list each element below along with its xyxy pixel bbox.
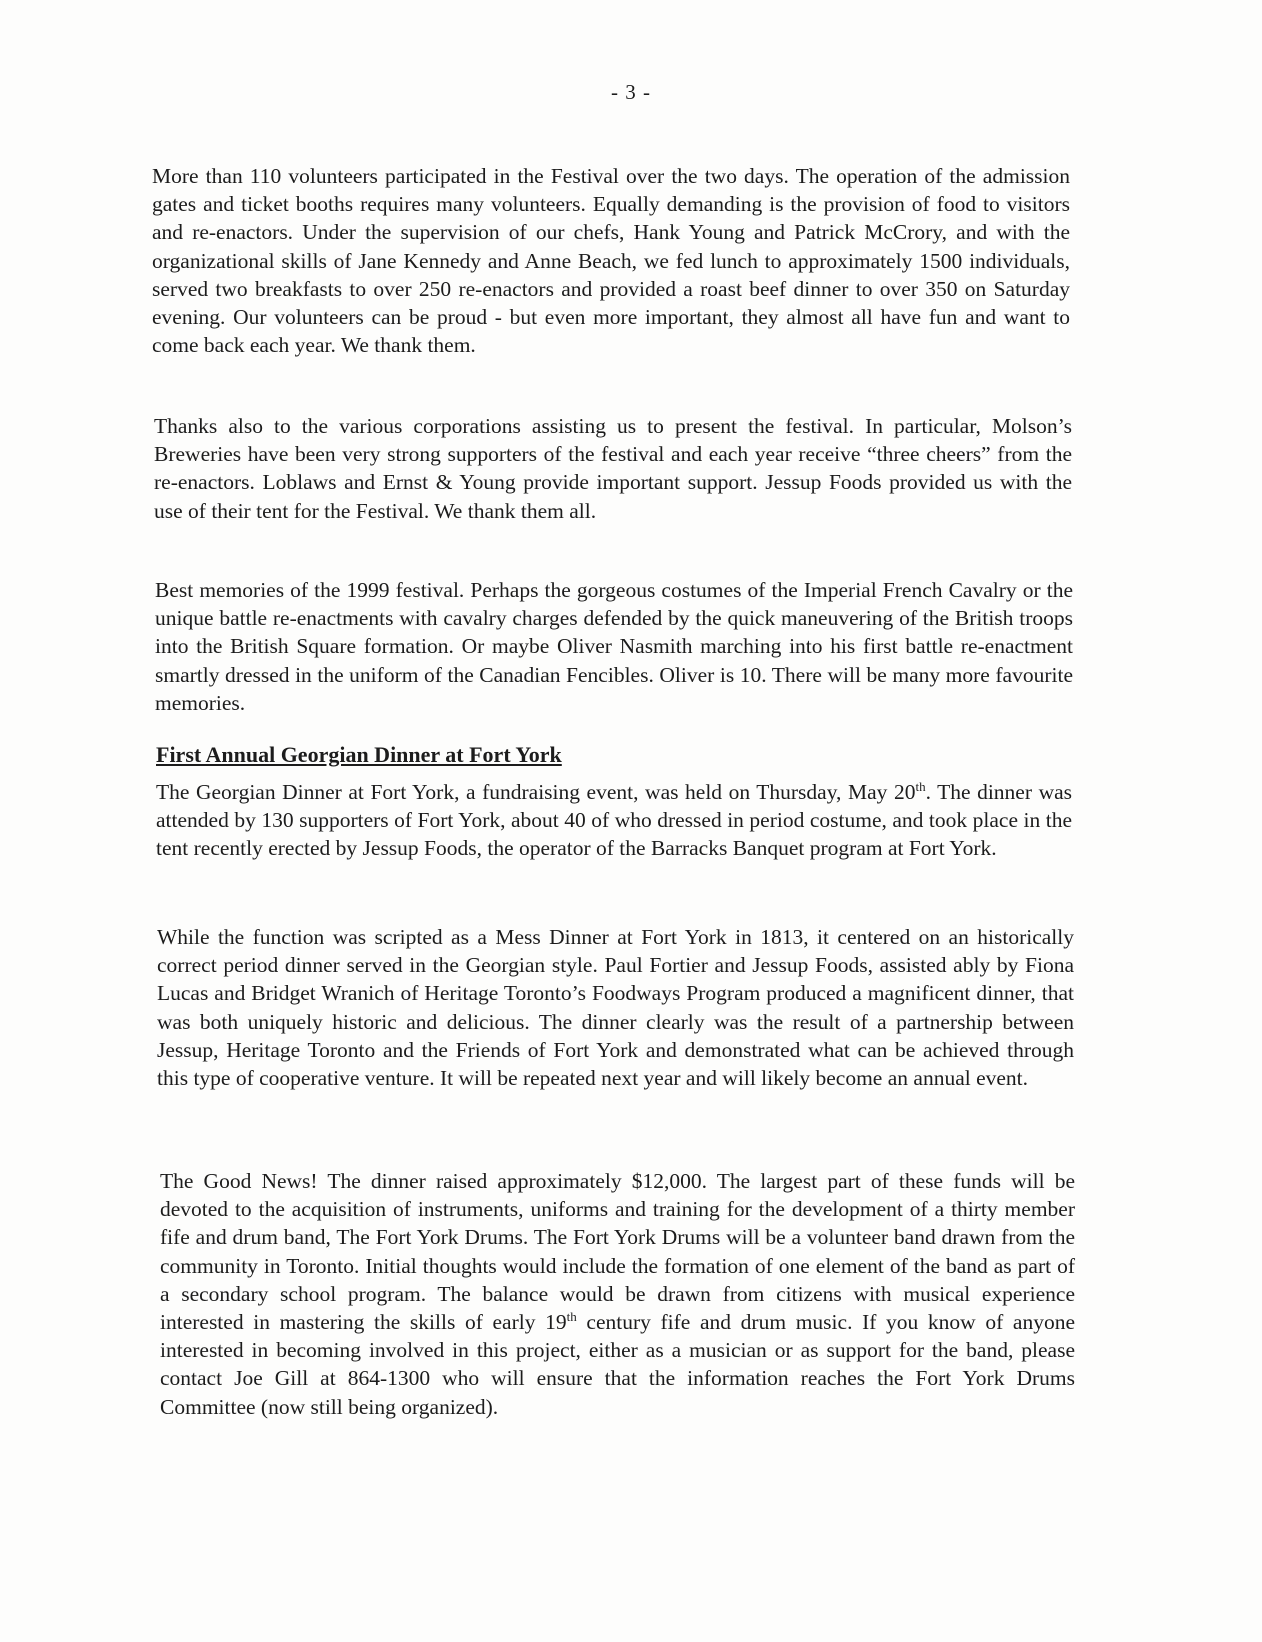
paragraph-best-memories: Best memories of the 1999 festival. Perhaps the gorgeous costumes of the Imperial French Cavalry or the unique battle re-enactments with cavalry charges defended by the quick maneuvering of the British troops into the British Square formation. Or maybe Oliver Nasmith marching into his first battle re-enactment smartly dressed in the uniform of the Canadian Fencibles. Oliver is 10. There will be many more favourite memories. [155, 578, 1073, 715]
paragraph-text-part: century fife and drum music. If you know of anyone interested in becoming involved in this project, either as a musician or as support for the band, please contact Joe Gill at 864-1300 who will ensure that the information reaches the Fort York Drums Committee (now still being organized). [160, 1310, 1075, 1419]
paragraph-volunteers: More than 110 volunteers participated in the Festival over the two days. The operation of the admission gates and ticket booths requires many volunteers. Equally demanding is the provision of food to visitors and re-enactors. Under the supervision of our chefs, Hank Young and Patrick McCrory, and with the organizational skills of Jane Kennedy and Anne Beach, we fed lunch to approximately 1500 individuals, served two breakfasts to over 250 re-enactors and provided a roast beef dinner to over 350 on Saturday evening. Our volunteers can be proud - but even more important, they almost all have fun and want to come back each year. We thank them. [152, 164, 1070, 358]
ordinal-suffix: th [566, 1308, 577, 1324]
paragraph-text-part: The Good News! The dinner raised approximately $12,000. The largest part of these funds will be devoted to the acquisition of instruments, uniforms and training for the development of a thirty member fife and drum band, The Fort York Drums. The Fort York Drums will be a volunteer band drawn from the community in Toronto. Initial thoughts would include the formation of one element of the band as part of a secondary school program. The balance would be drawn from citizens with musical experience interested in mastering the skills of early 19 [160, 1169, 1075, 1335]
paragraph-georgian-dinner-intro [156, 778, 1072, 863]
paragraph-good-news [160, 1167, 1075, 1421]
paragraph-text-part: The Georgian Dinner at Fort York, a fundraising event, was held on Thursday, May 20 [156, 780, 916, 804]
paragraph-mess-dinner: While the function was scripted as a Mess Dinner at Fort York in 1813, it centered on an historically correct period dinner served in the Georgian style. Paul Fortier and Jessup Foods, assisted ably by Fiona Lucas and Bridget Wranich of Heritage Toronto’s Foodways Program produced a magnificent dinner, that was both uniquely historic and delicious. The dinner clearly was the result of a partnership between Jessup, Heritage Toronto and the Friends of Fort York and demonstrated what can be achieved through this type of cooperative venture. It will be repeated next year and will likely become an annual event. [157, 925, 1074, 1091]
ordinal-suffix: th [915, 778, 926, 794]
section-heading-georgian-dinner: First Annual Georgian Dinner at Fort York [156, 742, 562, 767]
paragraph-text-part: . The dinner was attended by 130 supporters of Fort York, about 40 of who dressed in period costume, and took place in the tent recently erected by Jessup Foods, the operator of the Barracks Banquet program at Fort York. [156, 780, 1072, 861]
page-number: - 3 - [611, 80, 651, 104]
paragraph-corporate-thanks: Thanks also to the various corporations assisting us to present the festival. In particular, Molson’s Breweries have been very strong supporters of the festival and each year receive “three cheers” from the re-enactors. Loblaws and Ernst & Young provide important support. Jessup Foods provided us with the use of their tent for the Festival. We thank them all. [154, 414, 1072, 523]
